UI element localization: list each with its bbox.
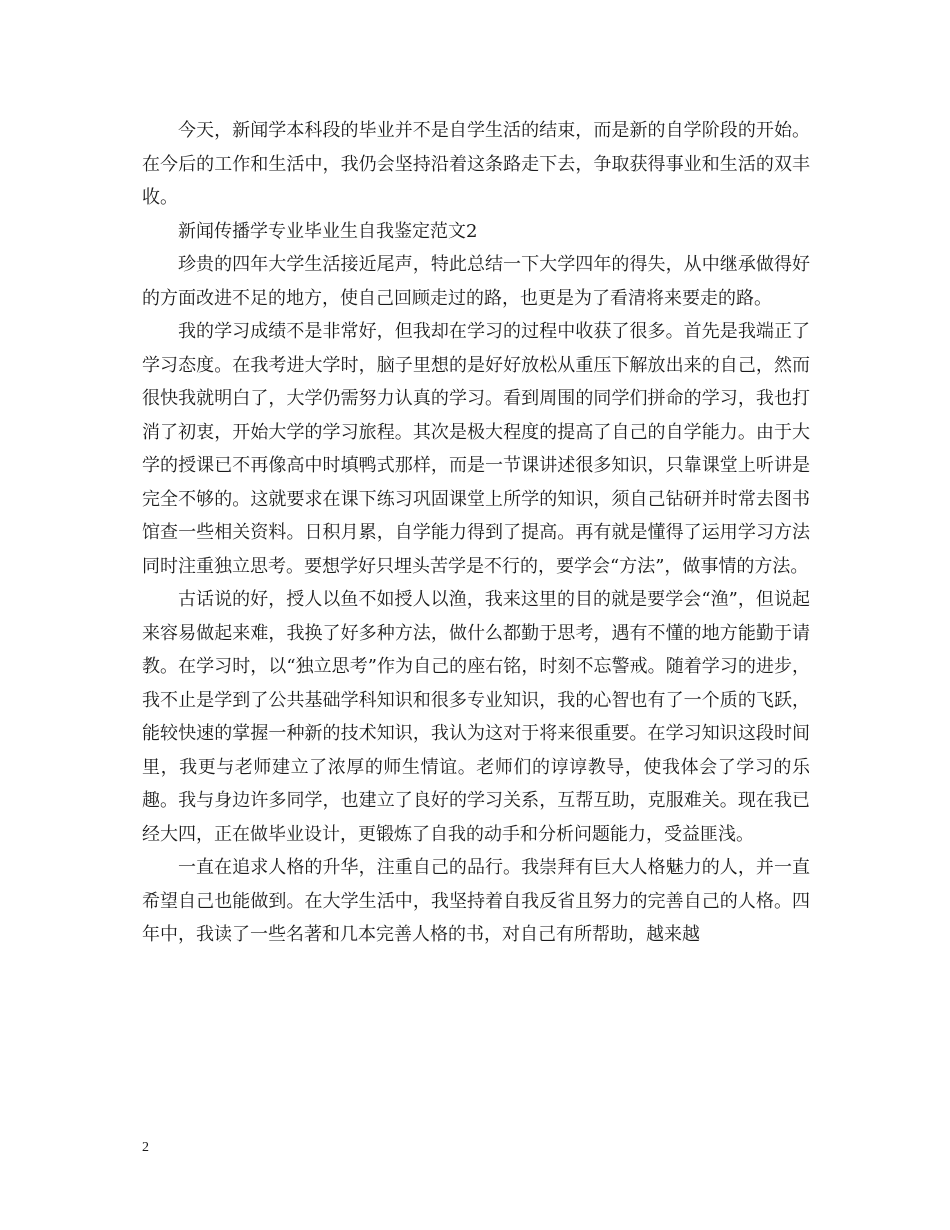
paragraph-learning-method: 古话说的好，授人以鱼不如授人以渔，我来这里的目的就是要学会“渔”，但说起来容易做起来难，我换了好多种方法，做什么都勤于思考，遇有不懂的地方能勤于请教。在学习时，以“独立思考”作为自己的座右铭，时刻不忘警戒。随着学习的进步，我不止是学到了公共基础学科知识和很多专业知识，我的心智也有了一个质的飞跃，能较快速的掌握一种新的技术知识，我认为这对于将来很重要。在学习知识这段时间里，我更与老师建立了浓厚的师生情谊。老师们的谆谆教导，使我体会了学习的乐趣。我与身边许多同学，也建立了良好的学习关系，互帮互助，克服难关。现在我已经大四，正在做毕业设计，更锻炼了自我的动手和分析问题能力，受益匪浅。 <box>142 589 810 845</box>
paragraph-four-years-review: 珍贵的四年大学生活接近尾声，特此总结一下大学四年的得失，从中继承做得好的方面改进不足的地方，使自己回顾走过的路，也更是为了看清将来要走的路。 <box>142 254 810 309</box>
document-body <box>142 114 810 952</box>
paragraph-personality: 一直在追求人格的升华，注重自己的品行。我崇拜有巨大人格魅力的人，并一直希望自己也能做到。在大学生活中，我坚持着自我反省且努力的完善自己的人格。四年中，我读了一些名著和几本完善人格的书，对自己有所帮助，越来越 <box>142 857 810 945</box>
paragraph-graduation-not-end: 今天，新闻学本科段的毕业并不是自学生活的结束，而是新的自学阶段的开始。在今后的工作和生活中，我仍会坚持沿着这条路走下去，争取获得事业和生活的双丰收。 <box>142 120 810 208</box>
paragraph-study-attitude: 我的学习成绩不是非常好，但我却在学习的过程中收获了很多。首先是我端正了学习态度。在我考进大学时，脑子里想的是好好放松从重压下解放出来的自己，然而很快我就明白了，大学仍需努力认真的学习。看到周围的同学们拼命的学习，我也打消了初衷，开始大学的学习旅程。其次是极大程度的提高了自己的自学能力。由于大学的授课已不再像高中时填鸭式那样，而是一节课讲述很多知识，只靠课堂上听讲是完全不够的。这就要求在课下练习巩固课堂上所学的知识，须自己钻研并时常去图书馆查一些相关资料。日积月累，自学能力得到了提高。再有就是懂得了运用学习方法同时注重独立思考。要想学好只埋头苦学是不行的，要学会“方法”，做事情的方法。 <box>142 321 810 577</box>
section-heading-sample-2: 新闻传播学专业毕业生自我鉴定范文2 <box>178 220 478 242</box>
page-number: 2 <box>142 1140 149 1155</box>
